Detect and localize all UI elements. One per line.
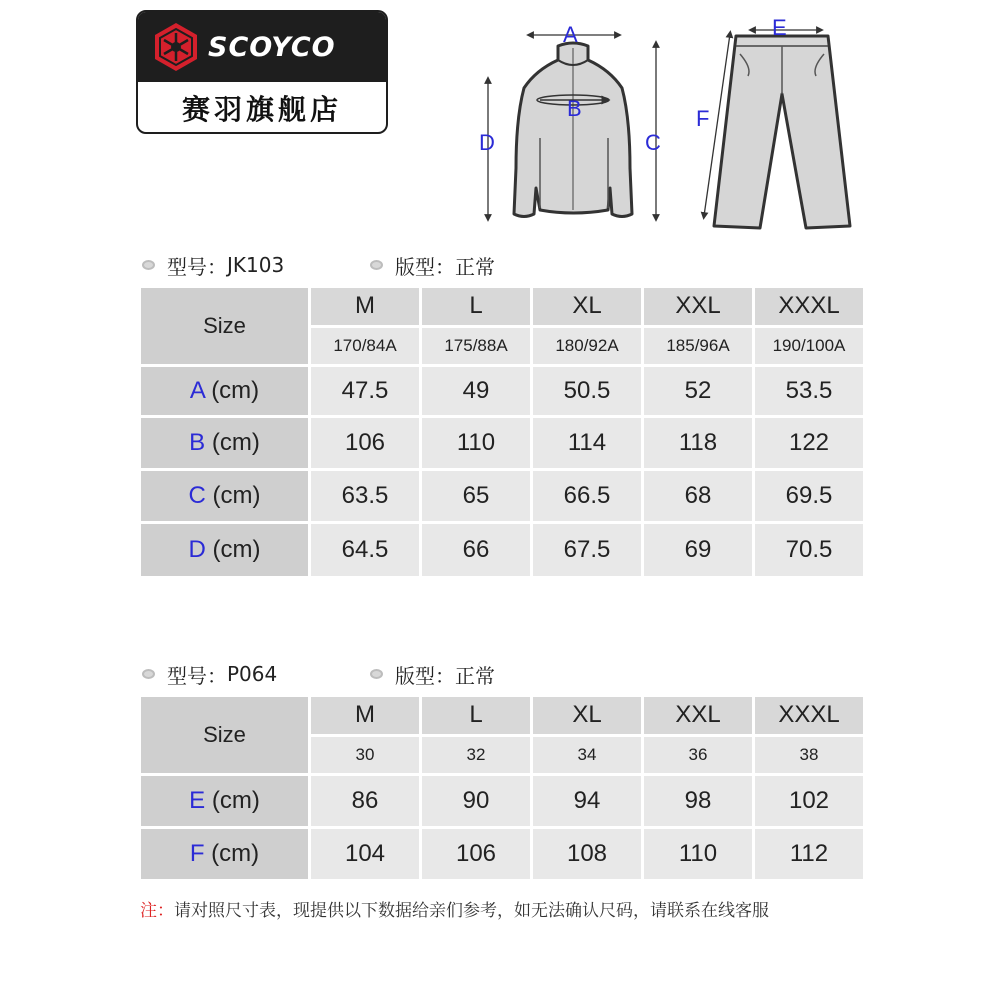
note-prefix: 注：	[140, 901, 174, 921]
table-row	[141, 829, 863, 879]
logo-top-band	[138, 12, 386, 82]
cell: 114	[533, 418, 641, 468]
pants-model	[142, 660, 277, 689]
table-row	[141, 418, 863, 468]
size-sub: 190/100A	[755, 328, 863, 365]
cell: 66.5	[533, 471, 641, 521]
size-col: XXL	[644, 697, 752, 734]
size-col: XXXL	[755, 697, 863, 734]
size-sub: 36	[644, 737, 752, 774]
jacket-model	[142, 251, 284, 280]
cell: 90	[422, 776, 530, 826]
table-row	[141, 471, 863, 521]
model-label: 型号：	[167, 663, 227, 688]
row-label: A (cm)	[141, 367, 308, 415]
size-sub: 185/96A	[644, 328, 752, 365]
pants-diagram	[690, 14, 865, 234]
size-col: L	[422, 697, 530, 734]
cell: 86	[311, 776, 419, 826]
size-sub: 180/92A	[533, 328, 641, 365]
cell: 53.5	[755, 367, 863, 415]
size-sub: 32	[422, 737, 530, 774]
size-col: XXL	[644, 288, 752, 325]
fit-value: 正常	[455, 663, 495, 688]
cell: 69	[644, 524, 752, 576]
cell: 94	[533, 776, 641, 826]
cell: 67.5	[533, 524, 641, 576]
label-f: F	[696, 106, 710, 131]
row-label: E (cm)	[141, 776, 308, 826]
size-col: XL	[533, 288, 641, 325]
fit-value: 正常	[455, 254, 495, 279]
pants-size-table	[138, 694, 866, 882]
size-header: Size	[141, 288, 308, 364]
pants-model-line	[142, 660, 542, 688]
cell: 110	[422, 418, 530, 468]
size-sub: 170/84A	[311, 328, 419, 365]
pants-outline-icon	[690, 14, 865, 234]
cell: 98	[644, 776, 752, 826]
table-row	[141, 524, 863, 576]
fit-label: 版型：	[395, 663, 455, 688]
store-name: 赛羽旗舰店	[181, 93, 342, 126]
model-value: JK103	[227, 253, 285, 277]
model-value: P064	[227, 662, 278, 686]
size-sub: 38	[755, 737, 863, 774]
bullet-icon	[142, 669, 155, 679]
cell: 64.5	[311, 524, 419, 576]
size-note	[140, 896, 769, 921]
bullet-icon	[142, 260, 155, 270]
row-label: C (cm)	[141, 471, 308, 521]
brand-name: SCOYCO	[208, 31, 336, 63]
label-c: C	[645, 130, 661, 155]
model-label: 型号：	[167, 254, 227, 279]
label-e: E	[772, 15, 787, 40]
jacket-model-line	[142, 251, 542, 279]
size-col: L	[422, 288, 530, 325]
cell: 49	[422, 367, 530, 415]
cell: 69.5	[755, 471, 863, 521]
cell: 47.5	[311, 367, 419, 415]
hexagon-emblem-icon	[150, 21, 202, 73]
size-header: Size	[141, 697, 308, 773]
size-sub: 30	[311, 737, 419, 774]
size-col: XL	[533, 697, 641, 734]
cell: 66	[422, 524, 530, 576]
cell: 106	[422, 829, 530, 879]
bullet-icon	[370, 669, 383, 679]
cell: 112	[755, 829, 863, 879]
size-col: XXXL	[755, 288, 863, 325]
size-col: M	[311, 288, 419, 325]
cell: 65	[422, 471, 530, 521]
label-b: B	[567, 96, 582, 121]
cell: 122	[755, 418, 863, 468]
jacket-outline-icon	[470, 18, 680, 228]
size-sub: 34	[533, 737, 641, 774]
cell: 68	[644, 471, 752, 521]
jacket-diagram	[470, 18, 680, 228]
note-text: 请对照尺寸表，现提供以下数据给亲们参考，如无法确认尺码，请联系在线客服	[174, 901, 769, 921]
cell: 110	[644, 829, 752, 879]
row-label: B (cm)	[141, 418, 308, 468]
cell: 102	[755, 776, 863, 826]
table-row	[141, 776, 863, 826]
label-a: A	[563, 22, 578, 47]
jacket-size-table	[138, 285, 866, 579]
fit-label: 版型：	[395, 254, 455, 279]
size-col: M	[311, 697, 419, 734]
cell: 118	[644, 418, 752, 468]
cell: 63.5	[311, 471, 419, 521]
cell: 108	[533, 829, 641, 879]
table-row	[141, 367, 863, 415]
row-label: F (cm)	[141, 829, 308, 879]
cell: 70.5	[755, 524, 863, 576]
size-sub: 175/88A	[422, 328, 530, 365]
jacket-fit	[370, 251, 495, 280]
cell: 52	[644, 367, 752, 415]
bullet-icon	[370, 260, 383, 270]
pants-fit	[370, 660, 495, 689]
cell: 50.5	[533, 367, 641, 415]
cell: 106	[311, 418, 419, 468]
label-d: D	[479, 130, 495, 155]
cell: 104	[311, 829, 419, 879]
row-label: D (cm)	[141, 524, 308, 576]
brand-logo	[136, 10, 388, 134]
